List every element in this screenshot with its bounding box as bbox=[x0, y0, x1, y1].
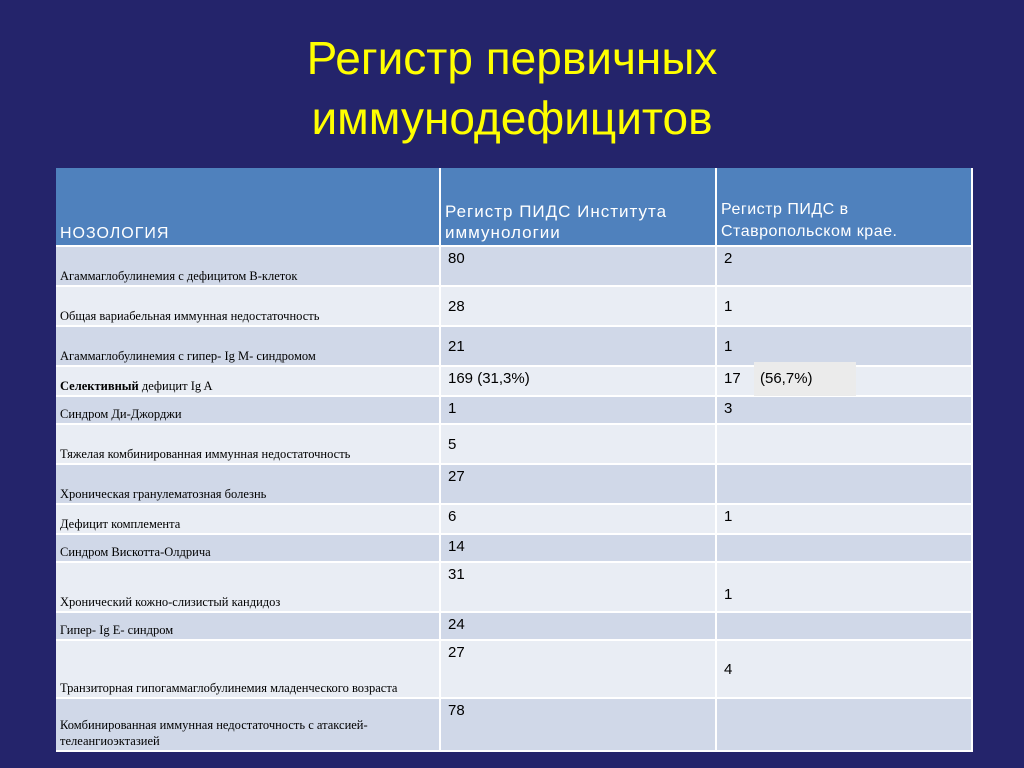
stavropol-count-cell: 1 bbox=[716, 286, 972, 326]
institute-count-cell: 14 bbox=[440, 534, 716, 562]
nosology-cell: Тяжелая комбинированная иммунная недостаточность bbox=[56, 424, 440, 464]
table-row bbox=[56, 504, 972, 534]
nosology-cell: Синдром Ди-Джорджи bbox=[56, 396, 440, 424]
table-row bbox=[56, 612, 972, 640]
slide-title-line1: Регистр первичных bbox=[306, 32, 718, 84]
nosology-cell: Общая вариабельная иммунная недостаточность bbox=[56, 286, 440, 326]
header-institute-registry: Регистр ПИДС Института иммунологии bbox=[440, 168, 716, 246]
percent-callout: (56,7%) bbox=[754, 362, 856, 396]
institute-count-cell: 28 bbox=[440, 286, 716, 326]
stavropol-count-cell bbox=[716, 534, 972, 562]
stavropol-count-cell: 17 bbox=[716, 366, 972, 396]
stavropol-count-cell: 1 bbox=[716, 562, 972, 612]
stavropol-count-cell: 2 bbox=[716, 246, 972, 286]
slide-title bbox=[0, 28, 1024, 148]
institute-count-cell: 6 bbox=[440, 504, 716, 534]
institute-count-cell: 27 bbox=[440, 640, 716, 698]
nosology-cell: Гипер- Ig E- синдром bbox=[56, 612, 440, 640]
stavropol-count-cell bbox=[716, 698, 972, 751]
nosology-cell: Транзиторная гипогаммаглобулинемия младенческого возраста bbox=[56, 640, 440, 698]
nosology-cell bbox=[56, 366, 440, 396]
institute-count-cell: 5 bbox=[440, 424, 716, 464]
nosology-cell: Хроническая гранулематозная болезнь bbox=[56, 464, 440, 504]
nosology-cell: Синдром Вискотта-Олдрича bbox=[56, 534, 440, 562]
registry-table-container bbox=[56, 168, 972, 751]
nosology-bold-part: Селективный bbox=[60, 379, 139, 393]
stavropol-count-cell: 1 bbox=[716, 504, 972, 534]
nosology-cell: Хронический кожно-слизистый кандидоз bbox=[56, 562, 440, 612]
institute-count-cell: 80 bbox=[440, 246, 716, 286]
header-stavropol-registry: Регистр ПИДС в Ставропольском крае. bbox=[716, 168, 972, 246]
registry-table bbox=[56, 168, 973, 752]
nosology-rest-part: дефицит Ig A bbox=[138, 379, 213, 393]
table-row bbox=[56, 698, 972, 751]
institute-count-cell: 78 bbox=[440, 698, 716, 751]
table-row bbox=[56, 286, 972, 326]
stavropol-count-cell bbox=[716, 612, 972, 640]
institute-count-cell: 1 bbox=[440, 396, 716, 424]
nosology-cell: Дефицит комплемента bbox=[56, 504, 440, 534]
nosology-cell: Комбинированная иммунная недостаточность с атаксией-телеангиоэктазией bbox=[56, 698, 440, 751]
institute-count-cell: 24 bbox=[440, 612, 716, 640]
nosology-cell: Агаммаглобулинемия с гипер- Ig M- синдромом bbox=[56, 326, 440, 366]
table-row bbox=[56, 246, 972, 286]
institute-count-cell: 27 bbox=[440, 464, 716, 504]
institute-count-cell: 169 (31,3%) bbox=[440, 366, 716, 396]
nosology-cell: Агаммаглобулинемия с дефицитом В-клеток bbox=[56, 246, 440, 286]
table-row bbox=[56, 326, 972, 366]
slide-title-line2: иммунодефицитов bbox=[311, 92, 713, 144]
table-row bbox=[56, 562, 972, 612]
institute-count-cell: 21 bbox=[440, 326, 716, 366]
stavropol-count-cell: 3 bbox=[716, 396, 972, 424]
table-row bbox=[56, 464, 972, 504]
table-row bbox=[56, 424, 972, 464]
stavropol-count-cell: 1 bbox=[716, 326, 972, 366]
table-row bbox=[56, 534, 972, 562]
table-row bbox=[56, 396, 972, 424]
stavropol-count-cell bbox=[716, 424, 972, 464]
table-row bbox=[56, 640, 972, 698]
institute-count-cell: 31 bbox=[440, 562, 716, 612]
header-nosology: НОЗОЛОГИЯ bbox=[56, 168, 440, 246]
table-header-row bbox=[56, 168, 972, 246]
stavropol-count-cell: 4 bbox=[716, 640, 972, 698]
stavropol-count-cell bbox=[716, 464, 972, 504]
